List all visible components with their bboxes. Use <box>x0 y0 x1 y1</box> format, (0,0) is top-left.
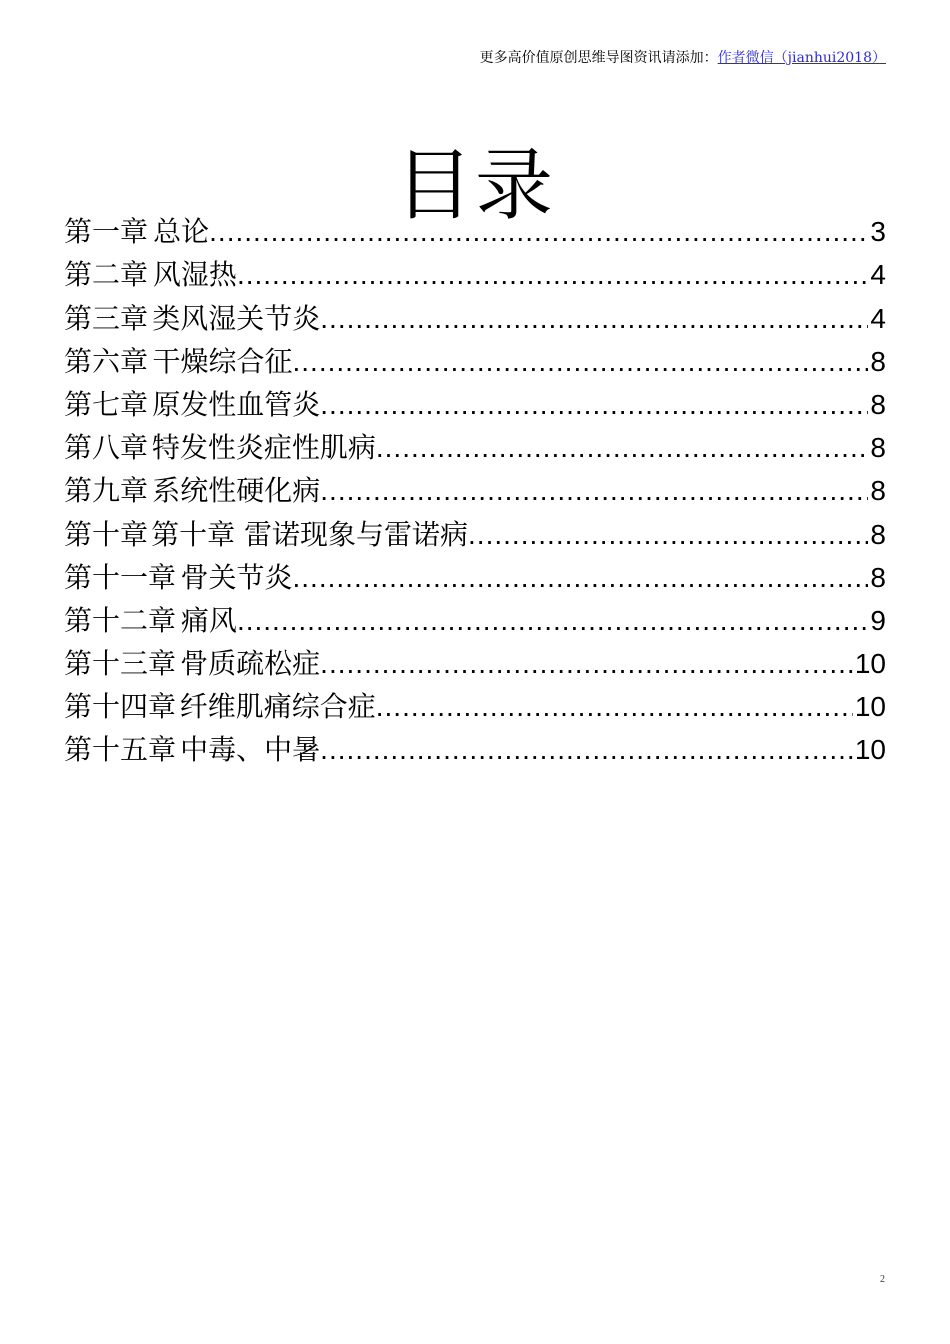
toc-chapter-title: 骨关节炎 <box>180 560 293 594</box>
toc-entry[interactable] <box>64 599 886 642</box>
toc-chapter-label: 第十五章 <box>64 733 177 767</box>
toc-leader-dots <box>209 210 868 253</box>
toc-leader-dots <box>320 642 853 685</box>
page-title: 目录 <box>394 141 555 232</box>
toc-entry[interactable] <box>64 426 886 469</box>
toc-chapter-label: 第十一章 <box>64 560 177 594</box>
toc-chapter-label: 第九章 <box>64 474 149 508</box>
author-wechat-link[interactable]: 作者微信（jianhui2018） <box>717 50 886 66</box>
toc-chapter-label: 第十章 <box>64 517 149 551</box>
toc-leader-dots <box>237 253 868 296</box>
toc-chapter-title: 总论 <box>153 215 210 249</box>
toc-chapter-label: 第十三章 <box>64 647 177 681</box>
toc-entry[interactable] <box>64 340 886 383</box>
toc-chapter-label: 第六章 <box>64 344 149 378</box>
toc-chapter-title: 干燥综合征 <box>152 344 293 378</box>
toc-chapter-label: 第一章 <box>64 215 149 249</box>
toc-chapter-title: 纤维肌痛综合症 <box>179 690 376 724</box>
toc-page-number: 8 <box>870 388 886 420</box>
toc-leader-dots <box>237 599 868 642</box>
toc-entry[interactable] <box>64 210 886 253</box>
toc-entry[interactable] <box>64 556 886 599</box>
toc-page-number: 4 <box>870 302 886 334</box>
toc-page-number: 8 <box>870 518 886 550</box>
toc-chapter-title: 痛风 <box>180 603 237 637</box>
toc-entry[interactable] <box>64 253 886 296</box>
toc-page-number: 10 <box>854 734 886 766</box>
toc-entry[interactable] <box>64 469 886 512</box>
toc-chapter-title: 原发性血管炎 <box>152 387 321 421</box>
toc-chapter-title: 类风湿关节炎 <box>152 301 321 335</box>
toc-entry[interactable] <box>64 685 886 728</box>
toc-leader-dots <box>293 340 869 383</box>
toc-chapter-label: 第十二章 <box>64 603 177 637</box>
header-promo-text: 更多高价值原创思维导图资讯请添加： <box>479 50 718 66</box>
toc-page-number: 10 <box>854 648 886 680</box>
toc-leader-dots <box>376 685 853 728</box>
toc-leader-dots <box>376 426 869 469</box>
toc-chapter-label: 第十四章 <box>64 690 177 724</box>
toc-page-number: 8 <box>870 561 886 593</box>
toc-leader-dots <box>320 297 868 340</box>
toc-leader-dots <box>320 728 853 771</box>
toc-page-number: 8 <box>870 475 886 507</box>
toc-chapter-title: 系统性硬化病 <box>152 474 321 508</box>
toc-chapter-label: 第七章 <box>64 387 149 421</box>
toc-page-number: 4 <box>870 259 886 291</box>
toc-entry[interactable] <box>64 642 886 685</box>
header-promo-line <box>480 48 886 68</box>
toc-page-number: 10 <box>854 691 886 723</box>
toc-entry[interactable] <box>64 296 886 339</box>
toc-entry[interactable] <box>64 728 886 771</box>
toc-chapter-title: 特发性炎症性肌病 <box>151 431 376 465</box>
toc-chapter-label: 第八章 <box>64 431 149 465</box>
toc-chapter-title: 骨质疏松症 <box>180 647 321 681</box>
footer-page-number: 2 <box>880 1274 885 1285</box>
toc-leader-dots <box>293 556 869 599</box>
toc-page-number: 8 <box>870 432 886 464</box>
toc-entry[interactable] <box>64 383 886 426</box>
toc-page-number: 8 <box>870 345 886 377</box>
toc-chapter-label: 第二章 <box>64 258 149 292</box>
toc-leader-dots <box>320 469 868 512</box>
toc-chapter-title: 中毒、中暑 <box>180 733 321 767</box>
toc-chapter-label: 第三章 <box>64 301 149 335</box>
toc-leader-dots <box>320 383 868 426</box>
toc-chapter-title: 第十章 雷诺现象与雷诺病 <box>151 517 469 551</box>
toc-leader-dots <box>468 513 868 556</box>
toc-page-number: 9 <box>870 604 886 636</box>
toc-entry[interactable] <box>64 512 886 555</box>
toc-chapter-title: 风湿热 <box>152 258 237 292</box>
toc-page-number: 3 <box>870 216 886 248</box>
table-of-contents <box>64 210 886 771</box>
